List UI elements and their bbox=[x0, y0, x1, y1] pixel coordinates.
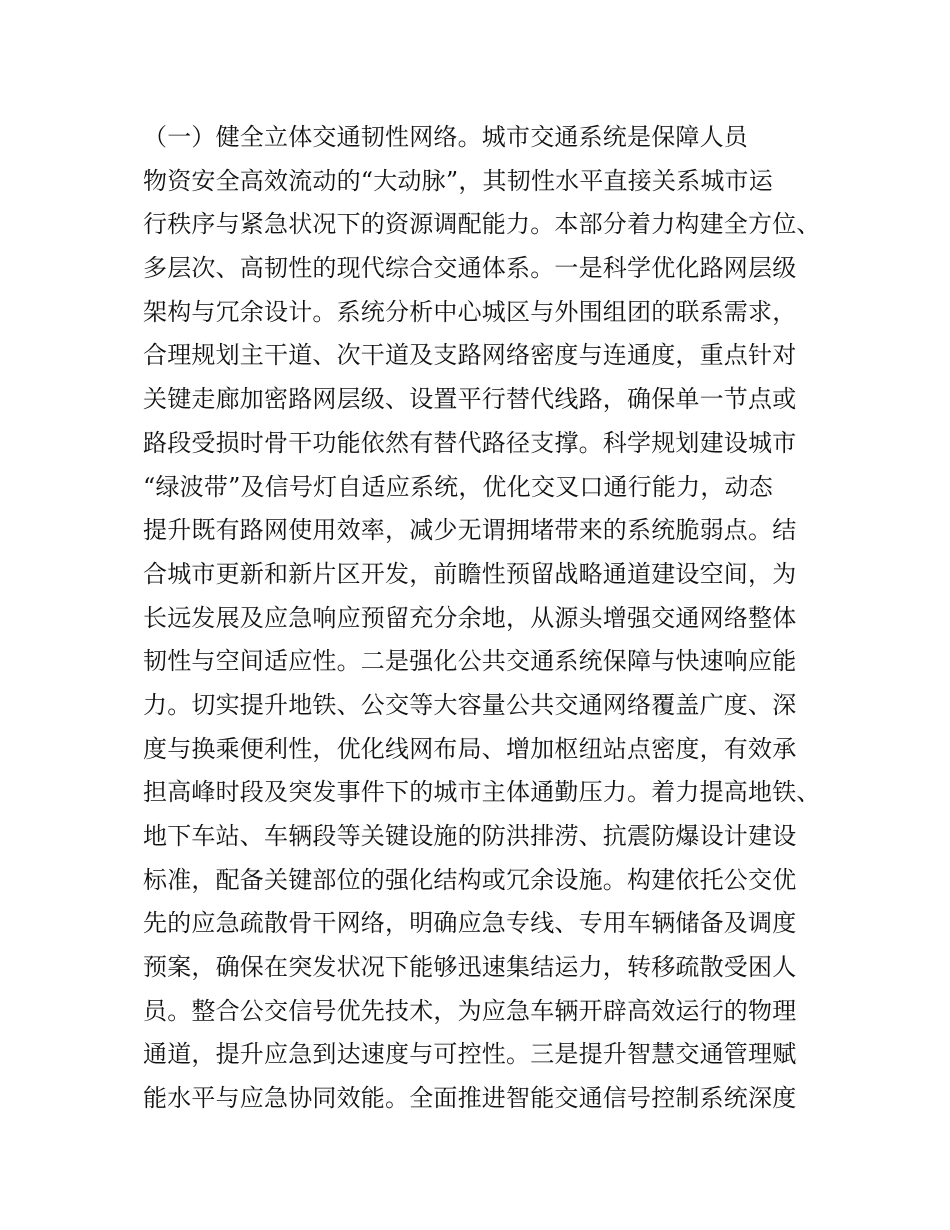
text-line-23: 能水平与应急协同效能。全面推进智能交通信号控制系统深度 bbox=[143, 1084, 797, 1113]
text-line-12: 长远发展及应急响应预留充分余地，从源头增强交通网络整体 bbox=[143, 603, 797, 632]
text-line-15: 度与换乘便利性，优化线网布局、增加枢纽站点密度，有效承 bbox=[143, 734, 797, 763]
text-line-6: 合理规划主干道、次干道及支路网络密度与连通度，重点针对 bbox=[143, 341, 797, 370]
text-line-1: （一）健全立体交通韧性网络。城市交通系统是保障人员 bbox=[143, 123, 748, 151]
body-paragraph bbox=[143, 116, 843, 1121]
text-line-21: 员。整合公交信号优先技术，为应急车辆开辟高效运行的物理 bbox=[143, 996, 797, 1025]
text-line-17: 地下车站、车辆段等关键设施的防洪排涝、抗震防爆设计建设 bbox=[143, 822, 797, 850]
text-line-3: 行秩序与紧急状况下的资源调配能力。本部分着力构建全方位、 bbox=[143, 210, 821, 239]
text-line-2: 物资安全高效流动的“大动脉”，其韧性水平直接关系城市运 bbox=[143, 166, 773, 195]
text-line-18: 标准，配备关键部位的强化结构或冗余设施。构建依托公交优 bbox=[143, 865, 797, 894]
text-line-20: 预案，确保在突发状况下能够迅速集结运力，转移疏散受困人 bbox=[143, 953, 797, 982]
text-line-16: 担高峰时段及突发事件下的城市主体通勤压力。着力提高地铁、 bbox=[143, 778, 821, 807]
text-line-14: 力。切实提升地铁、公交等大容量公共交通网络覆盖广度、深 bbox=[143, 690, 797, 719]
text-line-8: 路段受损时骨干功能依然有替代路径支撑。科学规划建设城市 bbox=[143, 428, 797, 457]
text-line-7: 关键走廊加密路网层级、设置平行替代线路，确保单一节点或 bbox=[143, 385, 797, 414]
text-line-5: 架构与冗余设计。系统分析中心城区与外围组团的联系需求， bbox=[143, 297, 797, 326]
text-line-9: “绿波带”及信号灯自适应系统，优化交叉口通行能力，动态 bbox=[143, 472, 773, 501]
text-line-11: 合城市更新和新片区开发，前瞻性预留战略通道建设空间，为 bbox=[143, 559, 797, 588]
text-line-19: 先的应急疏散骨干网络，明确应急专线、专用车辆储备及调度 bbox=[143, 909, 797, 938]
text-line-13: 韧性与空间适应性。二是强化公共交通系统保障与快速响应能 bbox=[143, 647, 797, 676]
text-line-4: 多层次、高韧性的现代综合交通体系。一是科学优化路网层级 bbox=[143, 254, 797, 283]
text-line-10: 提升既有路网使用效率，减少无谓拥堵带来的系统脆弱点。结 bbox=[143, 516, 797, 545]
text-line-22: 通道，提升应急到达速度与可控性。三是提升智慧交通管理赋 bbox=[143, 1040, 797, 1069]
